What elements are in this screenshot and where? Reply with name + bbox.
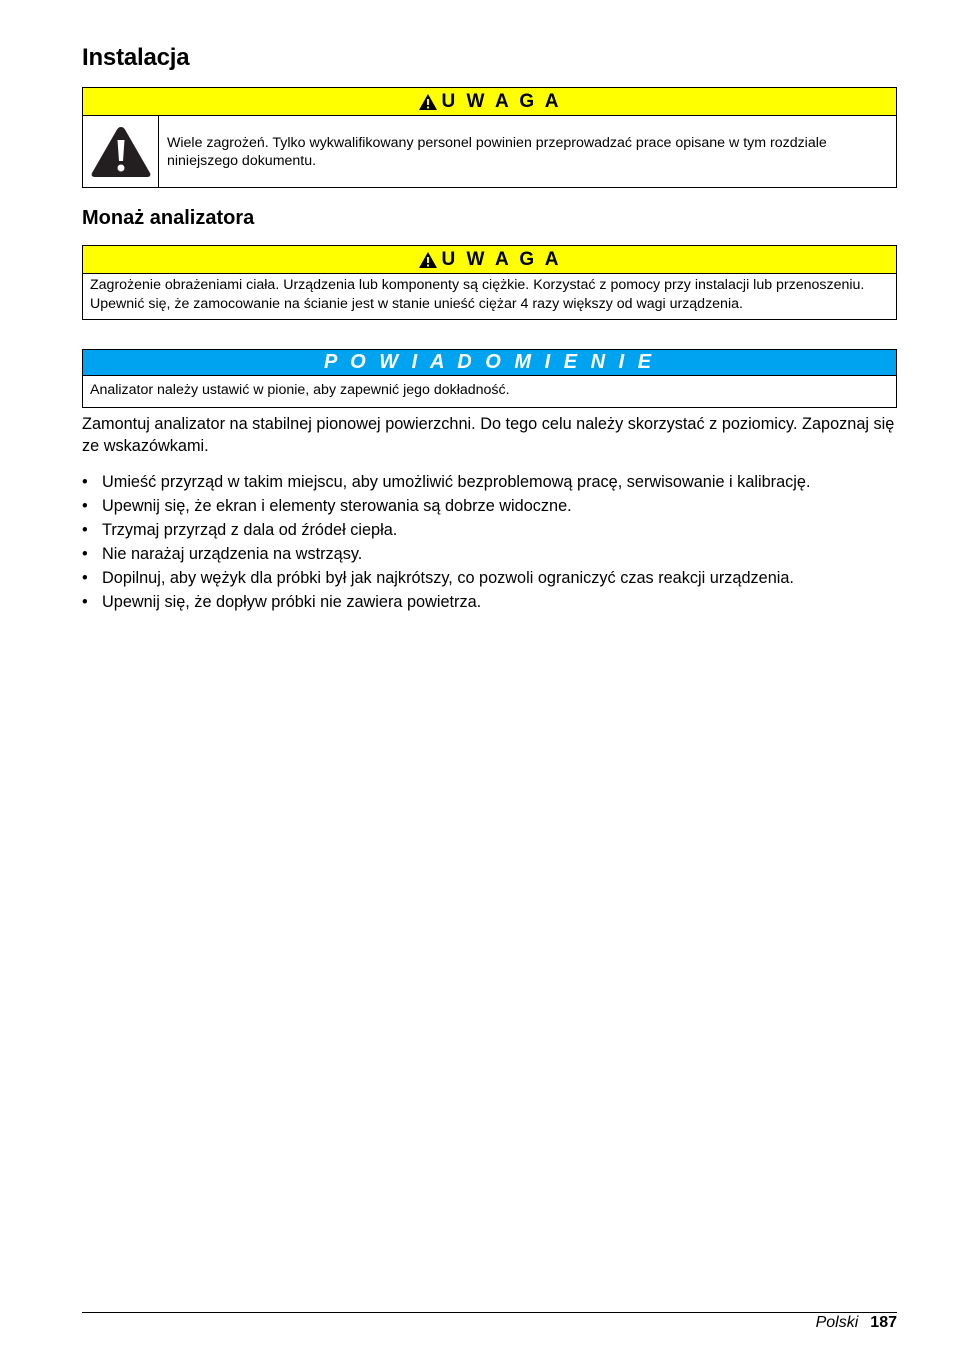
guideline-list bbox=[82, 470, 912, 614]
list-item: • Dopilnuj, aby wężyk dla próbki był jak najkrótszy, co pozwoli ograniczyć czas reakcji urządzenia. bbox=[82, 569, 794, 587]
warning-text-2: Zagrożenie obrażeniami ciała. Urządzenia lub komponenty są ciężkie. Korzystać z pomocy przy instalacji lub przenoszeniu. Upewnić się, że zamocowanie na ścianie jest w stanie unieść ciężar 4 razy większy od wagi urządzenia. bbox=[90, 277, 865, 312]
warning-triangle-icon bbox=[418, 93, 438, 111]
page-footer bbox=[816, 1313, 897, 1333]
notice-text: Analizator należy ustawić w pionie, aby zapewnić jego dokładność. bbox=[90, 382, 510, 398]
notice-header: P O W I A D O M I E N I E bbox=[83, 350, 896, 376]
warning-icon-cell bbox=[83, 116, 159, 187]
list-item: • Trzymaj przyrząd z dala od źródeł ciepła. bbox=[82, 521, 398, 539]
footer-language: Polski bbox=[815, 1314, 859, 1331]
list-item-text: Upewnij się, że dopływ próbki nie zawiera powietrza. bbox=[102, 593, 482, 611]
warning-header-2 bbox=[83, 246, 896, 274]
list-item-text: Dopilnuj, aby wężyk dla próbki był jak najkrótszy, co pozwoli ograniczyć czas reakcji urządzenia. bbox=[102, 569, 794, 587]
notice-box bbox=[82, 349, 897, 408]
list-item: • Umieść przyrząd w takim miejscu, aby umożliwić bezproblemową pracę, serwisowanie i kalibrację. bbox=[82, 473, 811, 491]
warning-triangle-icon bbox=[418, 251, 438, 269]
list-item: • Upewnij się, że ekran i elementy sterowania są dobrze widoczne. bbox=[82, 497, 572, 515]
page-title: Instalacja bbox=[82, 44, 190, 71]
section-title: Monaż analizatora bbox=[82, 207, 255, 229]
list-item: • Nie narażaj urządzenia na wstrząsy. bbox=[82, 545, 363, 563]
body-paragraph: Zamontuj analizator na stabilnej pionowej powierzchni. Do tego celu należy skorzystać z poziomicy. Zapoznaj się ze wskazówkami. bbox=[82, 415, 895, 455]
list-item: • Upewnij się, że dopływ próbki nie zawiera powietrza. bbox=[82, 593, 482, 611]
list-item-text: Umieść przyrząd w takim miejscu, aby umożliwić bezproblemową pracę, serwisowanie i kalibrację. bbox=[102, 473, 811, 491]
warning-triangle-icon bbox=[90, 125, 152, 179]
warning-header-label-1: U W A G A bbox=[441, 90, 562, 112]
warning-header-label-2: U W A G A bbox=[441, 248, 562, 270]
list-item-text: Nie narażaj urządzenia na wstrząsy. bbox=[102, 545, 363, 563]
list-item-text: Upewnij się, że ekran i elementy sterowania są dobrze widoczne. bbox=[102, 497, 572, 515]
warning-text-1: Wiele zagrożeń. Tylko wykwalifikowany personel powinien przeprowadzać prace opisane w tym rozdziale niniejszego dokumentu. bbox=[167, 134, 827, 169]
warning-box-2 bbox=[82, 245, 897, 320]
warning-header-1 bbox=[83, 88, 896, 116]
page-number: 187 bbox=[870, 1314, 897, 1331]
list-item-text: Trzymaj przyrząd z dala od źródeł ciepła. bbox=[102, 521, 398, 539]
footer-divider bbox=[82, 1312, 897, 1313]
warning-box-1 bbox=[82, 87, 897, 188]
